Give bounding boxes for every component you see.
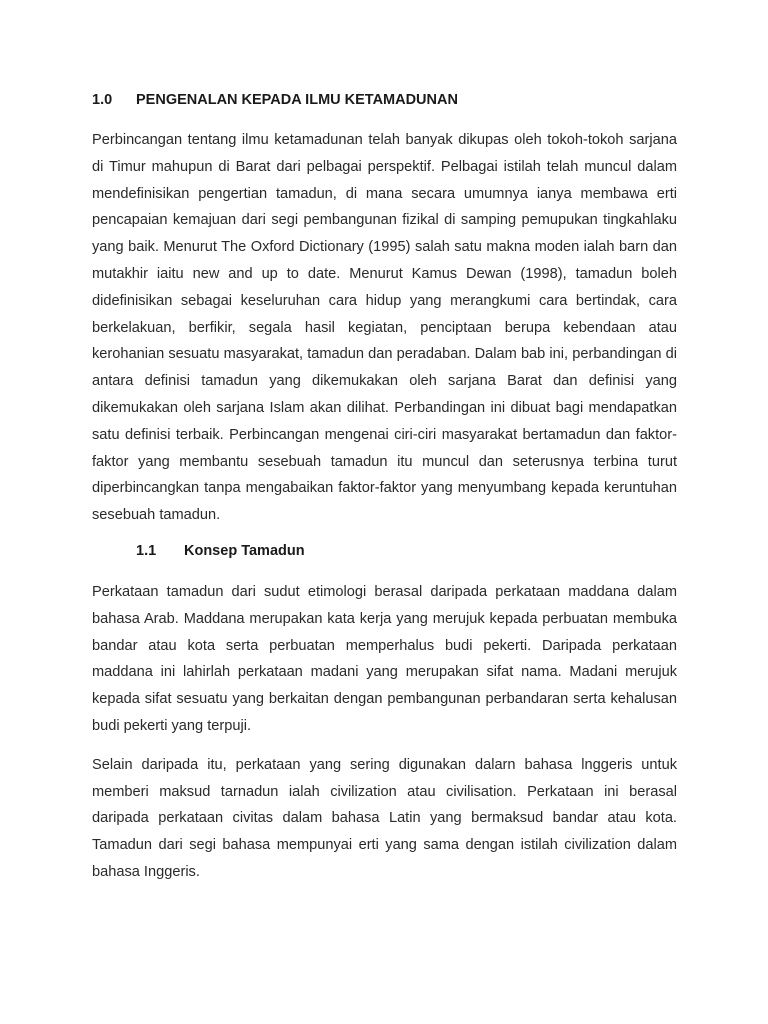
concept-paragraph-1: Perkataan tamadun dari sudut etimologi berasal daripada perkataan maddana dalam bahasa Arab. Maddana merupakan kata kerja yang merujuk kepada perbuatan membuka bandar atau kota serta perbuatan memperhalus budi pekerti. Daripada perkataan maddana ini lahirlah perkataan madani yang merupakan sifat nama. Madani merujuk kepada sifat sesuatu yang berkaitan dengan pembangunan perbandaran serta kehalusan budi pekerti yang terpuji. bbox=[92, 583, 677, 734]
subsection-number: 1.1 bbox=[136, 542, 157, 559]
section-number: 1.0 bbox=[92, 92, 113, 108]
section-heading bbox=[92, 90, 677, 110]
document-page bbox=[92, 90, 677, 898]
subsection-title: Konsep Tamadun bbox=[184, 542, 305, 559]
section-title: PENGENALAN KEPADA ILMU KETAMADUNAN bbox=[136, 92, 458, 108]
intro-paragraph: Perbincangan tentang ilmu ketamadunan telah banyak dikupas oleh tokoh-tokoh sarjana di Timur mahupun di Barat dari pelbagai perspektif. Pelbagai istilah telah muncul dalam mendefinisikan pengertian tamadun, di mana secara umumnya ianya membawa erti pencapaian kemajuan dari segi pembangunan fizikal di samping pemupukan tingkahlaku yang baik. Menurut The Oxford Dictionary (1995) salah satu makna moden ialah barn dan mutakhir iaitu new and up to date. Menurut Kamus Dewan (1998), tamadun boleh didefinisikan sebagai keseluruhan cara hidup yang merangkumi cara bertindak, cara berkelakuan, berfikir, segala hasil kegiatan, penciptaan berupa kebendaan atau kerohanian sesuatu masyarakat, tamadun dan peradaban. Dalam bab ini, perbandingan di antara definisi tamadun yang dikemukakan oleh sarjana Barat dan definisi yang dikemukakan oleh sarjana Islam akan dilihat. Perbandingan ini dibuat bagi mendapatkan satu definisi terbaik. Perbincangan mengenai ciri-ciri masyarakat bertamadun dan faktor-faktor yang membantu sesebuah tamadun itu muncul dan seterusnya terbina turut diperbincangkan tanpa mengabaikan faktor-faktor yang menyumbang kepada keruntuhan sesebuah tamadun. bbox=[92, 132, 677, 524]
subsection-heading bbox=[136, 541, 677, 561]
concept-paragraph-2: Selain daripada itu, perkataan yang sering digunakan dalarn bahasa lnggeris untuk memberi maksud tarnadun ialah civilization atau civilisation. Perkataan ini berasal daripada perkataan civitas dalam bahasa Latin yang bermaksud bandar atau kota. Tamadun dari segi bahasa mempunyai erti yang sama dengan istilah civilization dalam bahasa Inggeris. bbox=[92, 756, 677, 880]
